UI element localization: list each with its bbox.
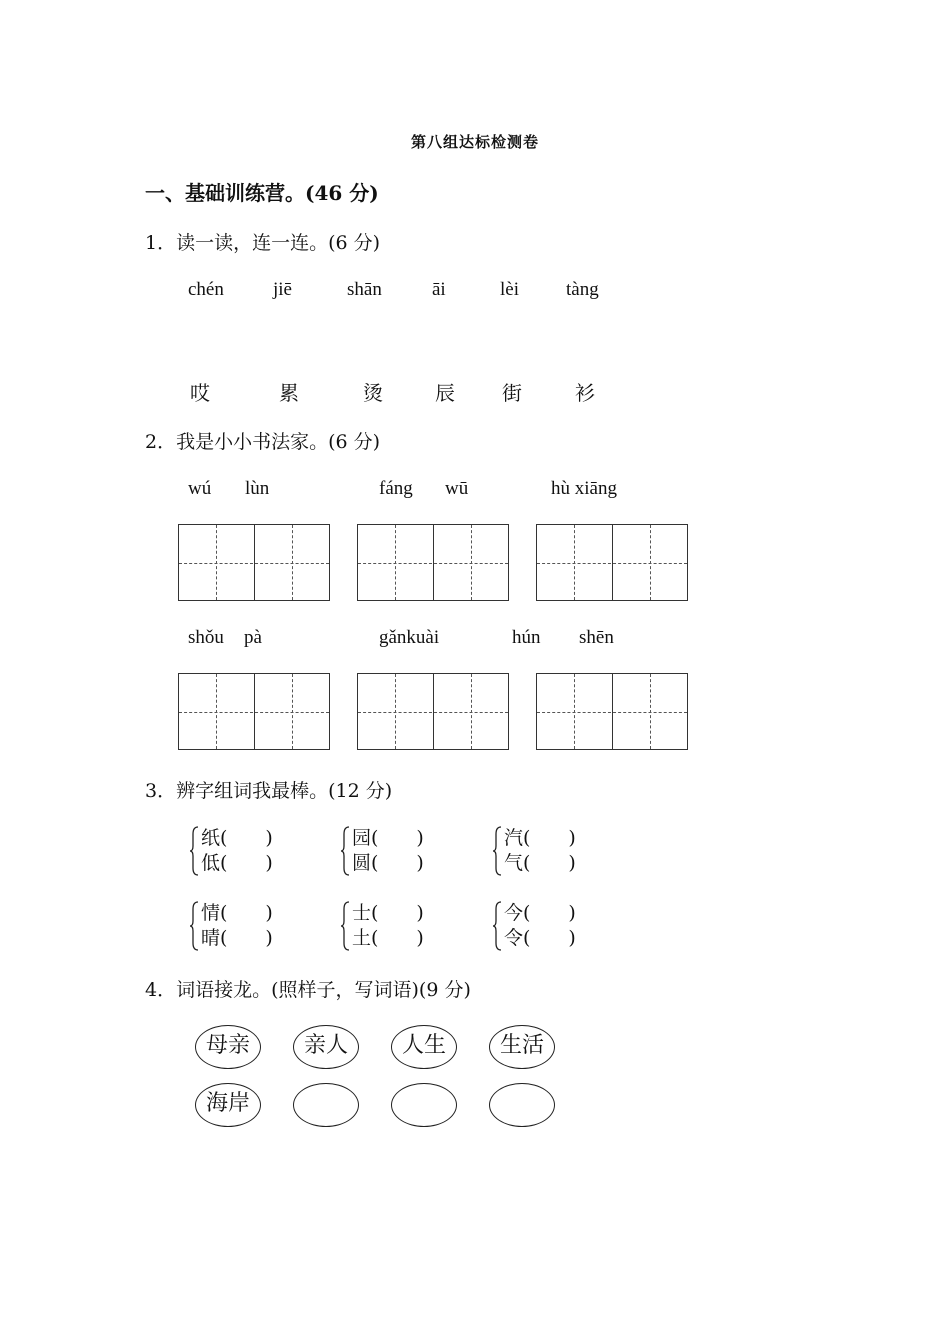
pinyin-word: lùn	[245, 478, 270, 499]
brace-icon	[340, 901, 350, 951]
character-item: 衫	[575, 381, 595, 405]
brace-icon	[492, 901, 502, 951]
character-item: 辰	[435, 381, 455, 405]
word-oval: 亲人	[293, 1025, 359, 1069]
char: 园	[352, 827, 372, 849]
pinyin-item: lèi	[500, 279, 519, 300]
char: 纸	[201, 827, 221, 849]
brace-icon	[492, 826, 502, 876]
pinyin-word: pà	[244, 627, 262, 648]
char: 士	[352, 902, 372, 924]
pinyin-word: fáng	[379, 478, 413, 499]
answer-blank[interactable]: ( )	[371, 902, 424, 924]
pinyin-word: gǎnkuài	[379, 627, 440, 648]
char: 汽	[504, 827, 524, 849]
pinyin-word: hù xiāng	[551, 478, 617, 499]
pinyin-item: chén	[188, 279, 224, 300]
brace-icon	[189, 901, 199, 951]
pinyin-item: shān	[347, 279, 382, 300]
character-item: 街	[502, 381, 522, 405]
char-pair-group	[352, 826, 441, 876]
answer-blank[interactable]: ( )	[371, 927, 424, 949]
brace-icon	[340, 826, 350, 876]
pinyin-word: shǒu	[188, 627, 224, 648]
page-title: 第八组达标检测卷	[410, 133, 539, 151]
writing-grid[interactable]	[357, 673, 509, 750]
char: 晴	[201, 927, 221, 949]
writing-grid[interactable]	[178, 673, 330, 750]
answer-blank[interactable]: ( )	[220, 927, 273, 949]
pinyin-item: āi	[432, 279, 446, 300]
char-pair-group	[504, 901, 593, 951]
answer-blank[interactable]: ( )	[523, 852, 576, 874]
question-4-label: 4．词语接龙。(照样子，写词语)(9 分)	[145, 979, 471, 1001]
char-pair-group	[352, 901, 441, 951]
pinyin-word: wú	[188, 478, 212, 499]
pinyin-item: jiē	[273, 279, 292, 300]
char-pair-group	[201, 826, 290, 876]
char: 土	[352, 927, 372, 949]
answer-blank[interactable]: ( )	[220, 827, 273, 849]
pinyin-word: wū	[445, 478, 469, 499]
question-1-label: 1．读一读，连一连。(6 分)	[145, 232, 381, 254]
writing-grid[interactable]	[357, 524, 509, 601]
character-item: 哎	[190, 381, 210, 405]
brace-icon	[189, 826, 199, 876]
answer-blank[interactable]: ( )	[371, 827, 424, 849]
question-3-label: 3．辨字组词我最棒。(12 分)	[145, 780, 393, 802]
word-oval: 人生	[391, 1025, 457, 1069]
answer-blank[interactable]: ( )	[523, 902, 576, 924]
char: 圆	[352, 852, 372, 874]
char-pair-group	[201, 901, 290, 951]
writing-grid[interactable]	[536, 524, 688, 601]
writing-grid[interactable]	[536, 673, 688, 750]
pinyin-word: hún	[512, 627, 541, 648]
character-item: 烫	[363, 381, 383, 405]
char: 情	[201, 902, 221, 924]
answer-blank[interactable]: ( )	[220, 902, 273, 924]
pinyin-item: tàng	[566, 279, 599, 300]
answer-blank[interactable]: ( )	[371, 852, 424, 874]
answer-blank[interactable]: ( )	[523, 827, 576, 849]
character-item: 累	[279, 381, 299, 405]
section-heading-basic: 一、基础训练营。(46 分)	[145, 181, 379, 205]
char: 气	[504, 852, 524, 874]
answer-blank[interactable]: ( )	[523, 927, 576, 949]
answer-blank[interactable]: ( )	[220, 852, 273, 874]
answer-oval[interactable]	[391, 1083, 457, 1127]
pinyin-word: shēn	[579, 627, 614, 648]
word-oval: 海岸	[195, 1083, 261, 1127]
question-2-label: 2．我是小小书法家。(6 分)	[145, 431, 381, 453]
writing-grid[interactable]	[178, 524, 330, 601]
char: 令	[504, 927, 524, 949]
word-oval: 母亲	[195, 1025, 261, 1069]
char: 今	[504, 902, 524, 924]
word-oval: 生活	[489, 1025, 555, 1069]
char-pair-group	[504, 826, 593, 876]
answer-oval[interactable]	[489, 1083, 555, 1127]
answer-oval[interactable]	[293, 1083, 359, 1127]
char: 低	[201, 852, 221, 874]
